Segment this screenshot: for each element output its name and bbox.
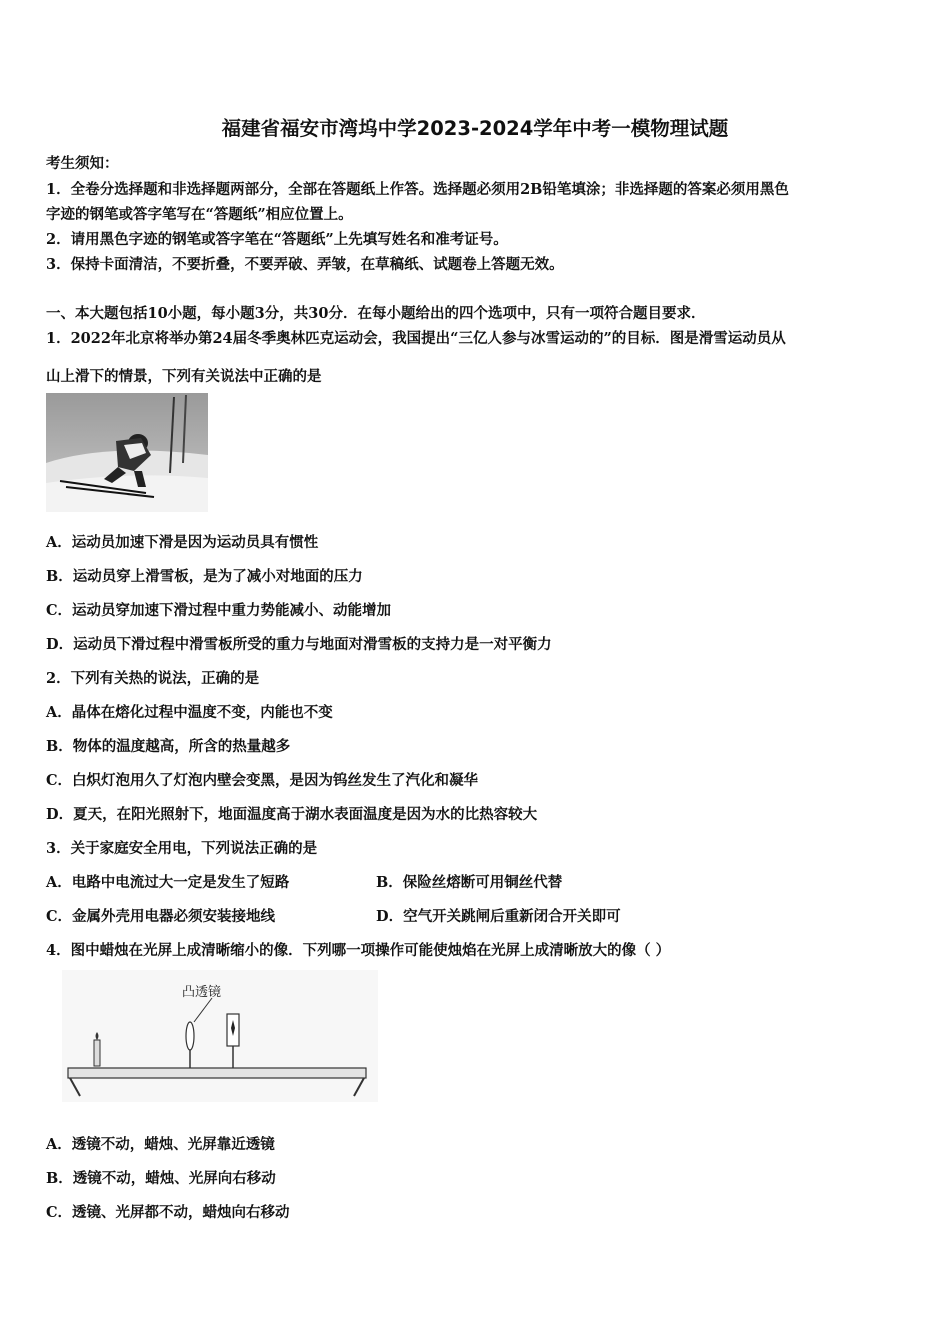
q3-option-d: D．空气开关跳闸后重新闭合开关即可 — [376, 908, 621, 925]
lens-figure — [62, 970, 378, 1102]
q1-option-c: C．运动员穿加速下滑过程中重力势能减小、动能增加 — [46, 602, 392, 619]
notice-item-1: 1．全卷分选择题和非选择题两部分，全部在答题纸上作答。选择题必须用2B铅笔填涂；非选择题的答案必须用黑色 — [46, 181, 789, 198]
q4-stem: 4．图中蜡烛在光屏上成清晰缩小的像．下列哪一项操作可能使烛焰在光屏上成清晰放大的像（ ） — [46, 942, 671, 959]
q4-option-a: A．透镜不动，蜡烛、光屏靠近透镜 — [46, 1136, 275, 1153]
q3-stem: 3．关于家庭安全用电，下列说法正确的是 — [46, 840, 318, 857]
notice-heading: 考生须知： — [46, 155, 119, 172]
q3-option-c: C．金属外壳用电器必须安装接地线 — [46, 908, 276, 925]
q1-stem-cont: 山上滑下的情景，下列有关说法中正确的是 — [46, 368, 322, 385]
q1-option-b: B．运动员穿上滑雪板，是为了减小对地面的压力 — [46, 568, 363, 585]
notice-item-2: 2．请用黑色字迹的钢笔或答字笔在“答题纸”上先填写姓名和准考证号。 — [46, 231, 508, 248]
q2-option-c: C．白炽灯泡用久了灯泡内壁会变黑，是因为钨丝发生了汽化和凝华 — [46, 772, 479, 789]
skier-photo — [46, 393, 208, 512]
candle — [94, 1040, 100, 1066]
q1-stem: 1．2022年北京将举办第24届冬季奥林匹克运动会，我国提出“三亿人参与冰雪运动的”的目标．图是滑雪运动员从 — [46, 330, 786, 347]
q4-option-c: C．透镜、光屏都不动，蜡烛向右移动 — [46, 1204, 290, 1221]
q4-option-b: B．透镜不动，蜡烛、光屏向右移动 — [46, 1170, 276, 1187]
q3-option-b: B．保险丝熔断可用铜丝代替 — [376, 874, 563, 891]
q2-option-d: D．夏天，在阳光照射下，地面温度高于湖水表面温度是因为水的比热容较大 — [46, 806, 538, 823]
lens-label: 凸透镜 — [182, 985, 222, 1000]
notice-item-1-cont: 字迹的钢笔或答字笔写在“答题纸”相应位置上。 — [46, 206, 353, 223]
convex-lens — [186, 1022, 194, 1050]
section-heading: 一、本大题包括10小题，每小题3分，共30分．在每小题给出的四个选项中，只有一项符合题目要求． — [46, 305, 706, 322]
q2-stem: 2．下列有关热的说法，正确的是 — [46, 670, 260, 687]
q3-option-a: A．电路中电流过大一定是发生了短路 — [46, 874, 290, 891]
page-title: 福建省福安市湾坞中学2023-2024学年中考一模物理试题 — [221, 117, 729, 140]
q2-option-a: A．晶体在熔化过程中温度不变，内能也不变 — [46, 704, 333, 721]
q1-option-d: D．运动员下滑过程中滑雪板所受的重力与地面对滑雪板的支持力是一对平衡力 — [46, 636, 552, 653]
q2-option-b: B．物体的温度越高，所含的热量越多 — [46, 738, 291, 755]
q1-option-a: A．运动员加速下滑是因为运动员具有惯性 — [46, 534, 319, 551]
optical-bench — [68, 1068, 366, 1078]
notice-item-3: 3．保持卡面清洁，不要折叠，不要弄破、弄皱，在草稿纸、试题卷上答题无效。 — [46, 256, 564, 273]
